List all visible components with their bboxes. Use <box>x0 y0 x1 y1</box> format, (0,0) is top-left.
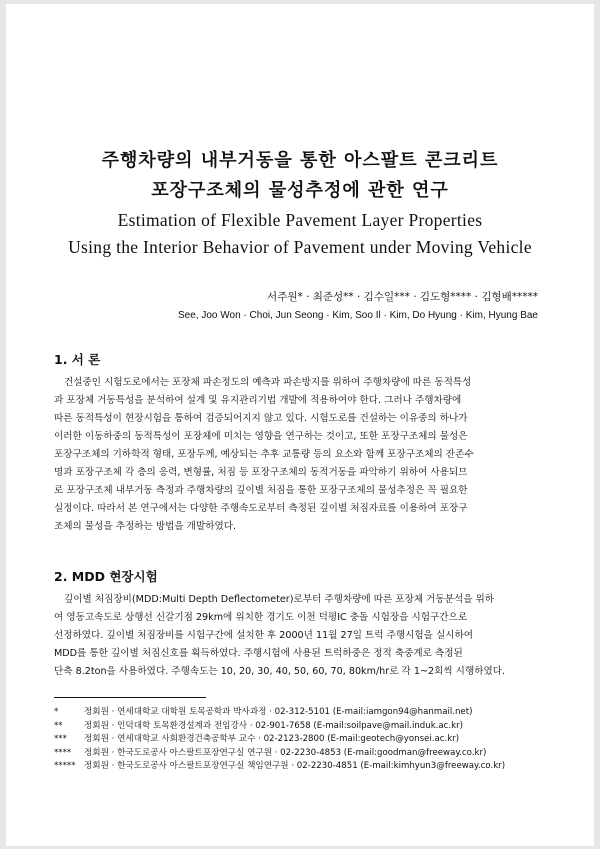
section2-line: MDD를 통한 깊이별 처짐신호를 획득하였다. 주행시험에 사용된 트럭하중은 정적 축중계로 측정된 <box>54 648 463 659</box>
authors-english: See, Joo Won · Choi, Jun Seong · Kim, Soo Il · Kim, Do Hyung · Kim, Hyung Bae <box>178 310 538 321</box>
footnote-text: 정회원 · 한국도로공사 아스팔트포장연구실 책임연구원 · 02-2230-4851 (E-mail:kimhyun3@freeway.co.kr) <box>84 761 506 771</box>
section2-line: 선정하였다. 깊이별 처짐장비를 시험구간에 설치한 후 2000년 11월 27일 트럭 주행시험을 실시하여 <box>54 630 474 641</box>
footnote-text: 정회원 · 연세대학교 사회환경건축공학부 교수 · 02-2123-2800 (E-mail:geotech@yonsei.ac.kr) <box>84 734 460 744</box>
title-korean-line2: 포장구조체의 물성추정에 관한 연구 <box>151 180 449 201</box>
section1-line: 명과 포장구조체 각 층의 응력, 변형률, 처짐 등 포장구조체의 동적거동을 파악하기 위하여 사용되므 <box>54 467 468 478</box>
footnote-text: 정회원 · 연세대학교 대학원 토목공학과 박사과정 · 02-312-5101 (E-mail:iamgon94@hanmail.net) <box>84 707 473 717</box>
section1-line: 따른 동적특성이 현장시험을 통하여 검증되어지지 않고 있다. 시험도로를 건설하는 이유중의 하나가 <box>54 413 468 424</box>
footnote-mark: ***** <box>54 761 76 771</box>
footnote-item <box>54 720 554 734</box>
section2-line: 여 영동고속도로 상행선 신갈기점 29km에 위치한 경기도 이천 덕평IC 충돌 시험장을 시험구간으로 <box>54 612 468 623</box>
title-english-line1: Estimation of Flexible Pavement Layer Properties <box>117 210 483 230</box>
footnote-item <box>54 760 554 774</box>
footnote-mark: ** <box>54 720 63 731</box>
section1-line: 조체의 물성을 추정하는 방법을 개발하였다. <box>54 521 237 532</box>
section2-heading: 2. MDD 현장시험 <box>54 569 158 584</box>
footnote-divider <box>54 697 206 698</box>
section1-line: 이러한 이동하중의 동적특성이 포장체에 미치는 영향을 연구하는 것이고, 또한 포장구조체의 물성은 <box>54 431 468 442</box>
footnote-item <box>54 747 554 761</box>
footnote-mark: *** <box>54 734 67 744</box>
footnote-text: 정회원 · 한국도로공사 아스팔트포장연구실 연구원 · 02-2230-4853 (E-mail:goodman@freeway.co.kr) <box>84 747 487 758</box>
footnotes <box>54 706 554 774</box>
section2-body <box>54 591 546 681</box>
section1-line: 실정이다. 따라서 본 연구에서는 다양한 주행속도로부터 측정된 깊이별 처짐자료를 이용하여 포장구 <box>54 503 468 514</box>
title-korean-line1: 주행차량의 내부거동을 통한 아스팔트 콘크리트 <box>101 150 499 171</box>
section2-line: 단축 8.2ton을 사용하였다. 주행속도는 10, 20, 30, 40, 50, 60, 70, 80km/hr로 각 1~2회씩 시행하였다. <box>54 666 506 677</box>
footnote-item <box>54 706 554 720</box>
section1-body <box>54 374 546 536</box>
section1-line: 과 포장체 거동특성을 분석하여 설계 및 유지관리기법 개발에 적용하여야 한다. 그러나 주행차량에 <box>54 395 462 406</box>
section2-line: 깊이별 처짐장비(MDD:Multi Depth Deflectometer)로부터 주행차량에 따른 포장체 거동분석을 위하 <box>64 594 495 605</box>
footnote-text: 정회원 · 인덕대학 토목환경설계과 전임강사 · 02-901-7658 (E-mail:soilpave@mail.induk.ac.kr) <box>84 720 463 731</box>
section1-line: 포장구조체의 기하학적 형태, 포장두께, 예상되는 추후 교통량 등의 요소와 함께 포장구조체의 잔존수 <box>54 449 474 460</box>
footnote-item <box>54 733 554 747</box>
section1-line: 로 포장구조체 내부거동 측정과 주행차량의 깊이별 처짐을 통한 포장구조체의 물성추정은 꼭 필요한 <box>54 485 468 496</box>
title-english-line2: Using the Interior Behavior of Pavement under Moving Vehicle <box>68 237 532 257</box>
authors-korean: 서주원* · 최준성** · 김수일*** · 김도형**** · 김형배***** <box>267 291 538 303</box>
footnote-mark: * <box>54 707 59 717</box>
section1-heading: 1. 서 론 <box>54 352 101 367</box>
footnote-mark: **** <box>54 747 72 758</box>
section1-line: 건설중인 시험도로에서는 포장체 파손정도의 예측과 파손방지를 위하여 주행차량에 따른 동적특성 <box>64 377 472 388</box>
